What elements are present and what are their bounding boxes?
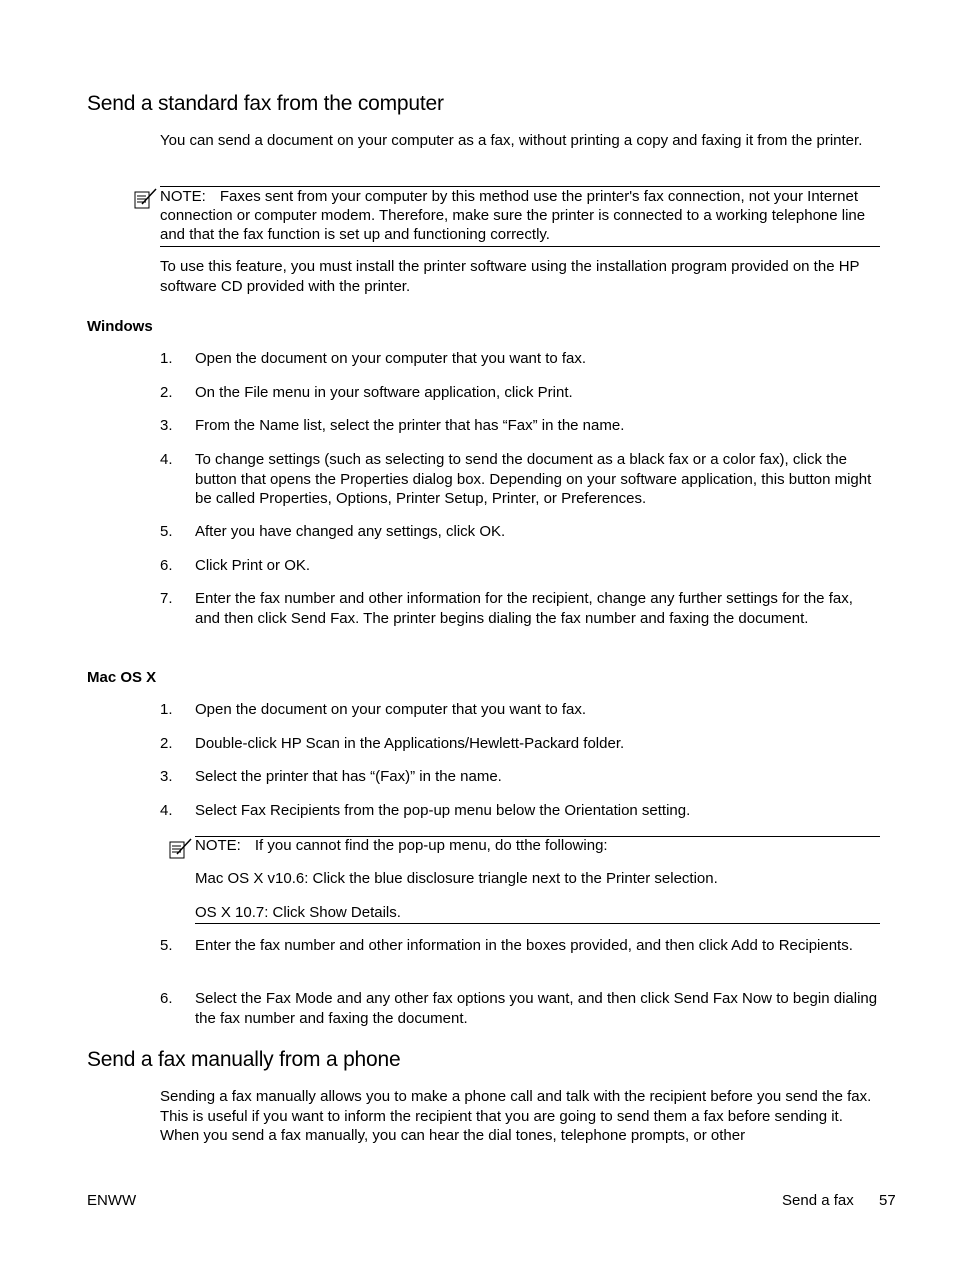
step-text: Select Fax Recipients from the pop-up menu below the Orientation setting. — [195, 802, 691, 819]
step-number: 3. — [160, 417, 173, 434]
section-title: Send a standard fax from the computer — [87, 92, 444, 115]
note-icon — [169, 838, 193, 860]
note-label: NOTE: — [195, 837, 241, 854]
note-text: If you cannot find the pop-up menu, do tthe following: — [254, 837, 608, 854]
step-text: Double-click HP Scan in the Applications/Hewlett-Packard folder. — [195, 735, 625, 752]
step-number: 4. — [160, 802, 173, 819]
step-text: Select the Fax Mode and any other fax options you want, and then click Send Fax Now to begin dialing the fax number and faxing the document. — [195, 990, 878, 1027]
install-paragraph: To use this feature, you must install the printer software using the installation program provided on the HP software CD provided with the printer. — [160, 258, 860, 295]
section-title: Send a fax manually from a phone — [87, 1048, 401, 1071]
note-icon — [134, 188, 158, 210]
step-number: 3. — [160, 768, 173, 785]
windows-heading: Windows — [87, 318, 153, 335]
mac-note-box — [195, 836, 880, 924]
step-text: On the File menu in your software application, click Print. — [195, 384, 573, 401]
step-number: 5. — [160, 523, 173, 540]
step-text: From the Name list, select the printer that has “Fax” in the name. — [195, 417, 625, 434]
step-text: Open the document on your computer that you want to fax. — [195, 701, 587, 718]
step-text: Open the document on your computer that you want to fax. — [195, 350, 587, 367]
note-text: Faxes sent from your computer by this method use the printer's fax connection, not your Internet connection or computer modem. Therefore, make sure the printer is connected to a working telephone line and that the fax function is set up and functioning correctly. — [160, 188, 866, 243]
footer-page-number: 57 — [879, 1192, 896, 1209]
step-text: Enter the fax number and other information in the boxes provided, and then click Add to Recipients. — [195, 937, 853, 954]
step-number: 6. — [160, 990, 173, 1007]
footer-section: Send a fax — [782, 1192, 854, 1209]
step-number: 5. — [160, 937, 173, 954]
step-text: Select the printer that has “(Fax)” in the name. — [195, 768, 502, 785]
note-line-v107: OS X 10.7: Click Show Details. — [195, 904, 401, 921]
intro-paragraph: You can send a document on your computer as a fax, without printing a copy and faxing it from the printer. — [160, 132, 863, 149]
step-number: 2. — [160, 735, 173, 752]
step-text: To change settings (such as selecting to send the document as a black fax or a color fax), click the button that opens the Properties dialog box. Depending on your software application, this button might be called Properties, Options, Printer Setup, Printer, or Preferences. — [195, 451, 872, 507]
step-number: 2. — [160, 384, 173, 401]
step-number: 4. — [160, 451, 173, 468]
note-box — [160, 186, 880, 247]
step-text: After you have changed any settings, click OK. — [195, 523, 506, 540]
manual-fax-paragraph: Sending a fax manually allows you to make a phone call and talk with the recipient before you send the fax. This is useful if you want to inform the recipient that you are going to send them a fax before sending it. When you send a fax manually, you can hear the dial tones, telephone prompts, or other — [160, 1088, 872, 1144]
step-number: 7. — [160, 590, 173, 607]
step-text: Click Print or OK. — [195, 557, 311, 574]
mac-heading: Mac OS X — [87, 669, 157, 686]
footer-left: ENWW — [87, 1192, 137, 1209]
step-number: 1. — [160, 350, 173, 367]
note-line-v106: Mac OS X v10.6: Click the blue disclosure triangle next to the Printer selection. — [195, 870, 718, 887]
note-label: NOTE: — [160, 188, 206, 205]
step-number: 1. — [160, 701, 173, 718]
step-text: Enter the fax number and other information for the recipient, change any further settings for the fax, and then click Send Fax. The printer begins dialing the fax number and faxing the document. — [195, 590, 853, 627]
step-number: 6. — [160, 557, 173, 574]
